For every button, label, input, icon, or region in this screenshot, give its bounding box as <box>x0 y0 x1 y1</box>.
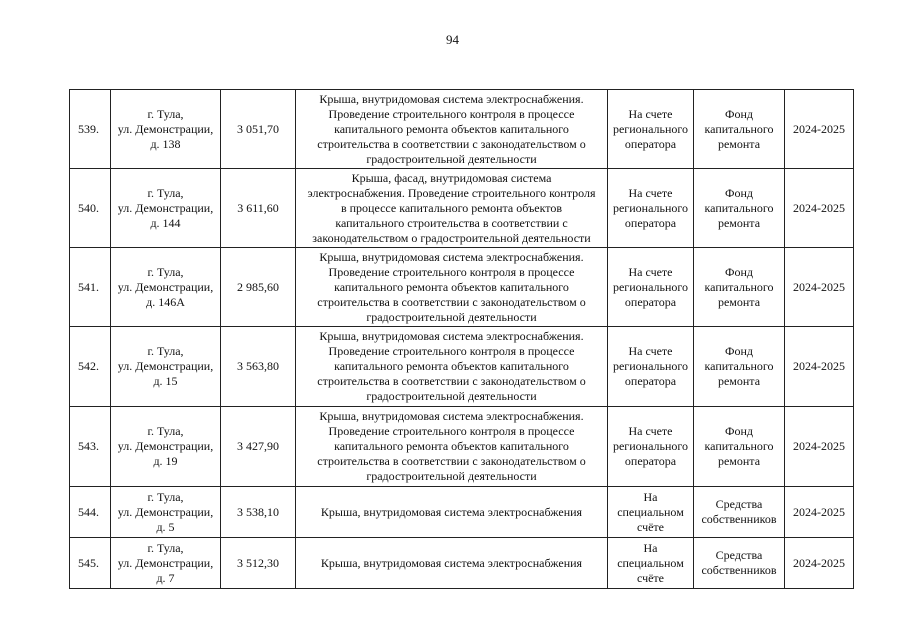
cell-line: Фонд <box>724 424 753 438</box>
cell-line: Средства <box>715 548 763 562</box>
cell-line: капитального <box>704 439 774 453</box>
work-description-cell <box>296 327 608 407</box>
work-description-cell <box>296 169 608 248</box>
work-line: капитального ремонта объектов капитального <box>334 439 569 453</box>
cell-line: На <box>643 489 658 504</box>
cell-line: регионального <box>612 439 689 453</box>
work-line: строительства в соответствии с законодательством о <box>317 136 586 151</box>
addr-line: д. 7 <box>156 570 175 585</box>
work-description-cell <box>296 487 608 538</box>
cell-line: Средства <box>715 497 763 511</box>
row-number-cell: 541. <box>70 248 111 327</box>
work-line: капитального строительства в соответствии с <box>335 215 568 230</box>
cell-line: На счете <box>628 424 673 438</box>
row-number-cell: 544. <box>70 487 111 538</box>
cell-line: На счете <box>628 344 673 358</box>
table-row <box>70 327 854 407</box>
cell-line: оператора <box>624 294 677 309</box>
area-cell: 3 051,70 <box>221 90 296 169</box>
work-description-cell <box>296 538 608 589</box>
work-line: градостроительной деятельности <box>366 389 537 403</box>
cell-line: регионального <box>612 359 689 373</box>
work-line: градостроительной деятельности <box>366 151 537 166</box>
work-line: капитального ремонта объектов капитального <box>334 359 569 373</box>
cell-line: капитального <box>704 121 774 136</box>
work-line: капитального ремонта объектов капитального <box>334 279 569 294</box>
addr-line: д. 5 <box>156 519 175 534</box>
addr-line: г. Тула, <box>147 489 184 504</box>
address-cell <box>111 248 221 327</box>
funding-source-cell <box>694 248 785 327</box>
cell-line: оператора <box>624 454 677 468</box>
repair-registry-table <box>69 89 854 589</box>
addr-line: д. 15 <box>153 374 178 388</box>
period-cell: 2024-2025 <box>785 169 854 248</box>
addr-line: г. Тула, <box>147 185 184 200</box>
area-cell: 3 538,10 <box>221 487 296 538</box>
cell-line: счёте <box>636 570 665 585</box>
cell-line: ремонта <box>717 136 761 151</box>
work-description-cell <box>296 407 608 487</box>
period-cell: 2024-2025 <box>785 327 854 407</box>
work-description-cell <box>296 248 608 327</box>
funding-source-cell <box>694 538 785 589</box>
cell-line: ремонта <box>717 454 761 468</box>
period-cell: 2024-2025 <box>785 248 854 327</box>
period-cell: 2024-2025 <box>785 487 854 538</box>
table-row <box>70 538 854 589</box>
addr-line: ул. Демонстрации, <box>117 359 214 373</box>
cell-line: На счете <box>628 185 673 200</box>
work-line: градостроительной деятельности <box>366 309 537 324</box>
account-cell <box>608 169 694 248</box>
cell-line: На счете <box>628 106 673 121</box>
addr-line: г. Тула, <box>147 106 184 121</box>
cell-line: ремонта <box>717 294 761 309</box>
cell-line: регионального <box>612 200 689 215</box>
account-cell <box>608 407 694 487</box>
row-number-cell: 545. <box>70 538 111 589</box>
work-line: электроснабжения. Проведение строительного контроля <box>307 185 596 200</box>
table-row <box>70 90 854 169</box>
addr-line: ул. Демонстрации, <box>117 555 214 570</box>
funding-source-cell <box>694 90 785 169</box>
area-cell: 3 427,90 <box>221 407 296 487</box>
cell-line: На счете <box>628 264 673 279</box>
period-cell: 2024-2025 <box>785 407 854 487</box>
work-line: Крыша, фасад, внутридомовая система <box>351 170 552 185</box>
work-line: Проведение строительного контроля в процессе <box>328 106 575 121</box>
cell-line: оператора <box>624 136 677 151</box>
address-cell <box>111 538 221 589</box>
work-description-cell <box>296 90 608 169</box>
addr-line: г. Тула, <box>147 344 184 358</box>
addr-line: г. Тула, <box>147 540 184 555</box>
cell-line: капитального <box>704 359 774 373</box>
work-line: Крыша, внутридомовая система электроснабжения. <box>319 249 584 264</box>
work-line: Крыша, внутридомовая система электроснабжения <box>320 555 583 570</box>
account-cell <box>608 538 694 589</box>
work-line: капитального ремонта объектов капитального <box>334 121 569 136</box>
cell-line: собственников <box>701 512 777 526</box>
funding-source-cell <box>694 169 785 248</box>
addr-line: д. 138 <box>150 136 181 151</box>
cell-line: регионального <box>612 121 689 136</box>
addr-line: г. Тула, <box>147 264 184 279</box>
table-row <box>70 248 854 327</box>
addr-line: д. 19 <box>153 454 178 468</box>
cell-line: специальном <box>617 504 684 519</box>
cell-line: регионального <box>612 279 689 294</box>
page-number: 94 <box>446 32 459 47</box>
cell-line: ремонта <box>717 215 761 230</box>
table-row <box>70 407 854 487</box>
cell-line: счёте <box>636 519 665 534</box>
work-line: градостроительной деятельности <box>366 469 537 483</box>
cell-line: оператора <box>624 215 677 230</box>
row-number-cell: 543. <box>70 407 111 487</box>
cell-line: Фонд <box>724 344 753 358</box>
area-cell: 3 512,30 <box>221 538 296 589</box>
work-line: в процессе капитального ремонта объектов <box>340 200 563 215</box>
area-cell: 2 985,60 <box>221 248 296 327</box>
funding-source-cell <box>694 327 785 407</box>
work-line: Крыша, внутридомовая система электроснабжения. <box>319 91 584 106</box>
addr-line: д. 144 <box>150 215 181 230</box>
work-line: Проведение строительного контроля в процессе <box>328 424 575 438</box>
period-cell: 2024-2025 <box>785 538 854 589</box>
work-line: законодательством о градостроительной деятельности <box>312 230 591 245</box>
cell-line: капитального <box>704 200 774 215</box>
cell-line: ремонта <box>717 374 761 388</box>
addr-line: ул. Демонстрации, <box>117 121 214 136</box>
cell-line: специальном <box>617 555 684 570</box>
cell-line: На <box>643 540 658 555</box>
work-line: Проведение строительного контроля в процессе <box>328 344 575 358</box>
row-number-cell: 542. <box>70 327 111 407</box>
period-cell: 2024-2025 <box>785 90 854 169</box>
work-line: Крыша, внутридомовая система электроснабжения <box>320 504 583 519</box>
work-line: Крыша, внутридомовая система электроснабжения. <box>319 329 584 343</box>
addr-line: ул. Демонстрации, <box>117 439 214 453</box>
work-line: Проведение строительного контроля в процессе <box>328 264 575 279</box>
work-line: строительства в соответствии с законодательством о <box>317 454 586 468</box>
cell-line: Фонд <box>724 264 753 279</box>
addr-line: д. 146А <box>146 294 185 309</box>
cell-line: Фонд <box>724 185 753 200</box>
row-number-cell: 540. <box>70 169 111 248</box>
addr-line: ул. Демонстрации, <box>117 504 214 519</box>
address-cell <box>111 487 221 538</box>
work-line: строительства в соответствии с законодательством о <box>317 374 586 388</box>
cell-line: капитального <box>704 279 774 294</box>
funding-source-cell <box>694 487 785 538</box>
area-cell: 3 611,60 <box>221 169 296 248</box>
cell-line: Фонд <box>724 106 753 121</box>
address-cell <box>111 327 221 407</box>
row-number-cell: 539. <box>70 90 111 169</box>
area-cell: 3 563,80 <box>221 327 296 407</box>
address-cell <box>111 407 221 487</box>
funding-source-cell <box>694 407 785 487</box>
table-row <box>70 169 854 248</box>
address-cell <box>111 169 221 248</box>
work-line: Крыша, внутридомовая система электроснабжения. <box>319 409 584 423</box>
work-line: строительства в соответствии с законодательством о <box>317 294 586 309</box>
cell-line: собственников <box>701 563 777 577</box>
account-cell <box>608 487 694 538</box>
addr-line: ул. Демонстрации, <box>117 279 214 294</box>
cell-line: оператора <box>624 374 677 388</box>
account-cell <box>608 90 694 169</box>
addr-line: ул. Демонстрации, <box>117 200 214 215</box>
table-row <box>70 487 854 538</box>
account-cell <box>608 248 694 327</box>
addr-line: г. Тула, <box>147 424 184 438</box>
address-cell <box>111 90 221 169</box>
account-cell <box>608 327 694 407</box>
